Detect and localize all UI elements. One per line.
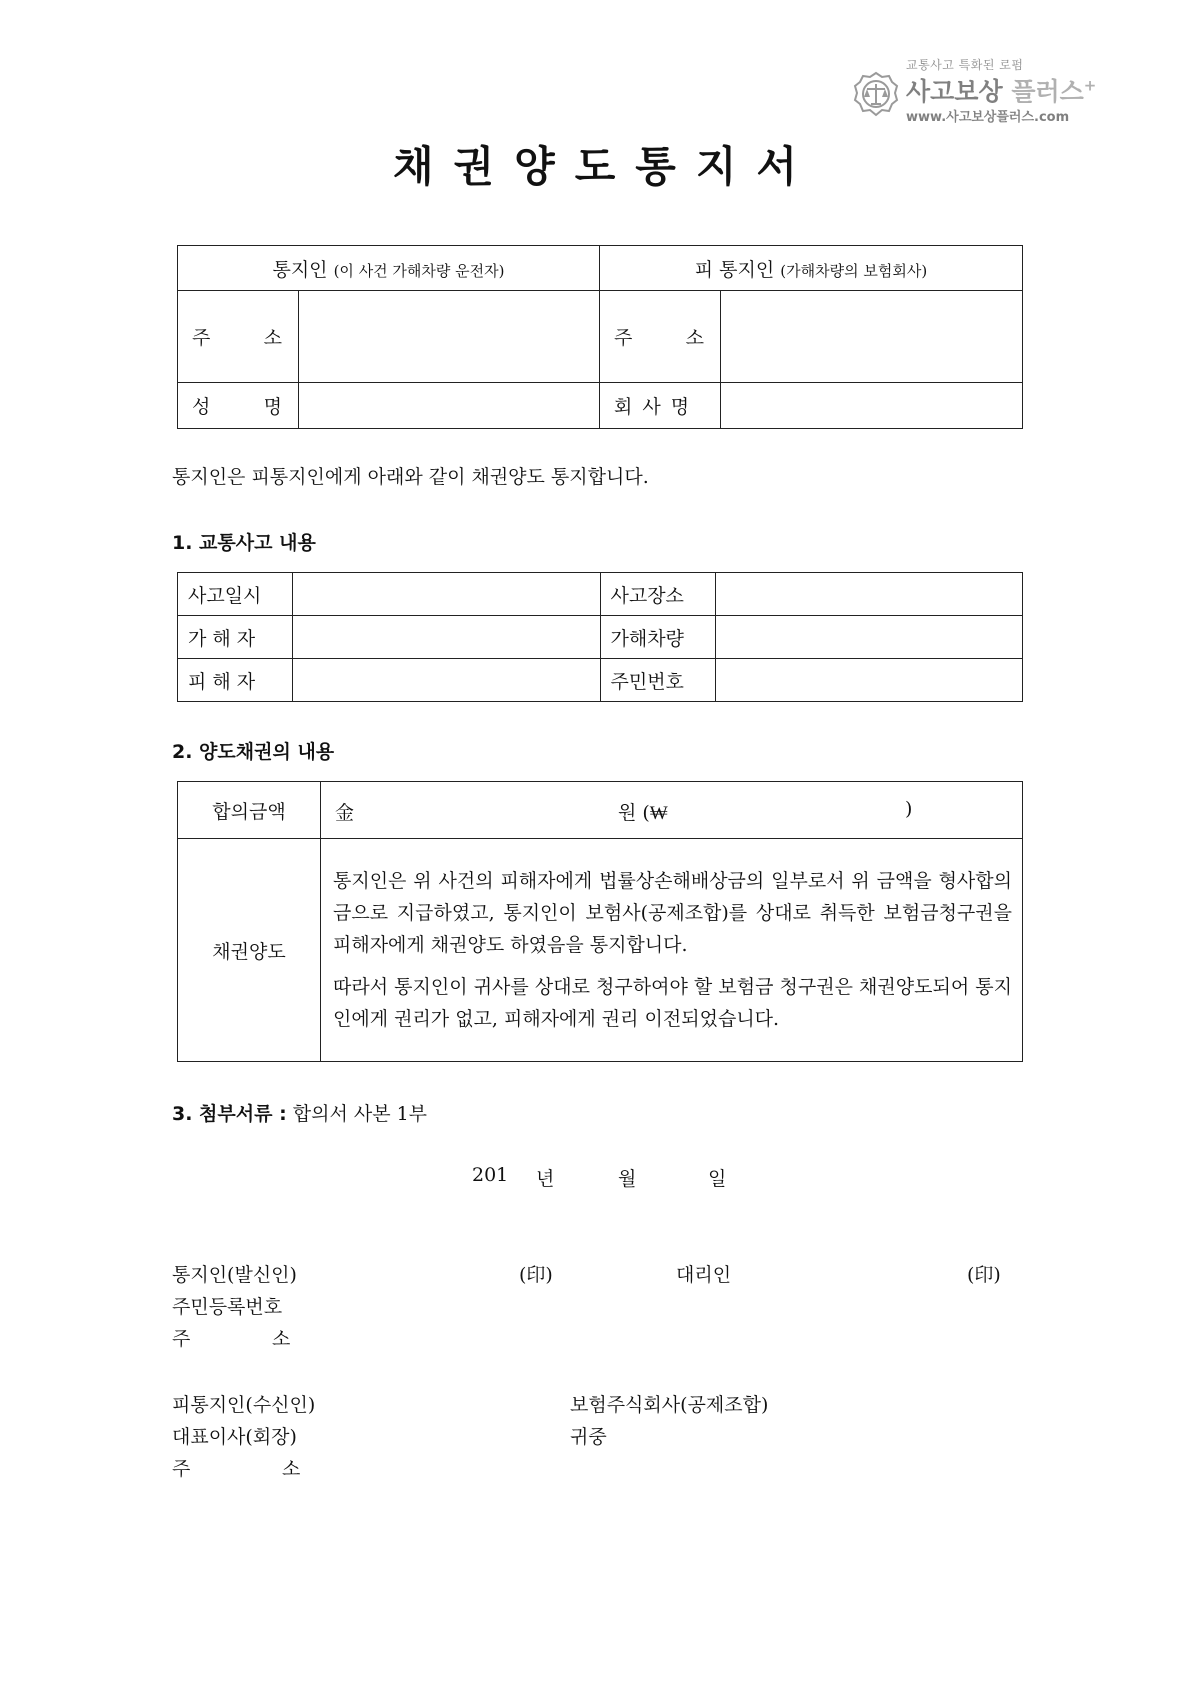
date-year: 201 (472, 1164, 509, 1186)
rrn-field[interactable] (715, 659, 1023, 702)
agent-seal: (印) (967, 1264, 1001, 1286)
offender-vehicle-field[interactable] (715, 616, 1023, 659)
company-name-field[interactable] (720, 383, 1022, 429)
parties-table (177, 245, 1023, 429)
logo-url: www.사고보상플러스.com (906, 110, 1070, 125)
date-day-unit: 일 (708, 1168, 727, 1190)
notifier-name-field[interactable] (299, 383, 600, 429)
receiver-address-label-a: 주 (172, 1458, 191, 1480)
rrn-label: 주민번호 (600, 659, 715, 702)
notifier-address-label: 주 소 (178, 291, 299, 383)
recipient-header: 피 통지인 (가해차량의 보험회사) (599, 246, 1022, 291)
amount-label: 합의금액 (178, 782, 321, 839)
transfer-label: 채권양도 (178, 839, 321, 1062)
sender-address-label-a: 주 (172, 1328, 191, 1350)
accident-place-field[interactable] (715, 573, 1023, 616)
transfer-paragraph-2: 따라서 통지인이 귀사를 상대로 청구하여야 할 보험금 청구권은 채권양도되어 통지인에게 권리가 없고, 피해자에게 권리 이전되었습니다. (333, 976, 1012, 1030)
claim-table (177, 781, 1023, 1062)
receiver-address-label-b: 소 (282, 1458, 301, 1480)
offender-field[interactable] (293, 616, 601, 659)
accident-place-label: 사고장소 (600, 573, 715, 616)
notifier-header: 통지인 (이 사건 가해차량 운전자) (178, 246, 600, 291)
recipient-address-label: 주 소 (599, 291, 720, 383)
sender-seal: (印) (519, 1264, 553, 1286)
logo-brand: 사고보상 플러스+ (906, 76, 1097, 106)
receiver-ceo: 대표이사(회장) (172, 1426, 297, 1448)
section1-heading: 1. 교통사고 내용 (172, 532, 316, 554)
date-year-unit: 년 (536, 1168, 555, 1190)
amount-field[interactable] (321, 782, 1023, 839)
accident-datetime-label: 사고일시 (178, 573, 293, 616)
company-name-label: 회 사 명 (599, 383, 720, 429)
victim-label: 피 해 자 (178, 659, 293, 702)
amount-prefix: 金 (335, 802, 355, 824)
notifier-address-field[interactable] (299, 291, 600, 383)
receiver-honorific: 귀중 (570, 1426, 607, 1448)
date-month-unit: 월 (618, 1168, 637, 1190)
receiver-label: 피통지인(수신인) (172, 1394, 316, 1416)
notifier-name-label: 성 명 (178, 383, 299, 429)
scales-emblem-icon (852, 70, 900, 118)
amount-close: ) (905, 798, 913, 820)
receiver-company: 보험주식회사(공제조합) (570, 1394, 769, 1416)
accident-table (177, 572, 1023, 702)
offender-label: 가 해 자 (178, 616, 293, 659)
agent-label: 대리인 (676, 1264, 732, 1286)
document-title: 채권양도통지서 (392, 142, 817, 191)
sender-rrn-label: 주민등록번호 (172, 1296, 283, 1318)
offender-vehicle-label: 가해차량 (600, 616, 715, 659)
transfer-paragraph-1: 통지인은 위 사건의 피해자에게 법률상손해배상금의 일부로서 위 금액을 형사합의금으로 지급하였고, 통지인이 보험사(공제조합)를 상대로 취득한 보험금청구권을 피해자에게 채권양도 하였음을 통지합니다. (333, 870, 1012, 956)
section2-heading: 2. 양도채권의 내용 (172, 741, 335, 763)
accident-datetime-field[interactable] (293, 573, 601, 616)
logo-tagline: 교통사고 특화된 로펌 (906, 58, 1024, 72)
transfer-body (321, 839, 1023, 1062)
sender-address-label-b: 소 (272, 1328, 291, 1350)
firm-logo (852, 56, 1102, 126)
section3-line: 3. 첨부서류 : 합의서 사본 1부 (172, 1103, 428, 1125)
recipient-address-field[interactable] (720, 291, 1022, 383)
intro-text: 통지인은 피통지인에게 아래와 같이 채권양도 통지합니다. (172, 466, 649, 488)
amount-won: 원 (₩ (618, 802, 668, 824)
victim-field[interactable] (293, 659, 601, 702)
sender-label: 통지인(발신인) (172, 1264, 297, 1286)
